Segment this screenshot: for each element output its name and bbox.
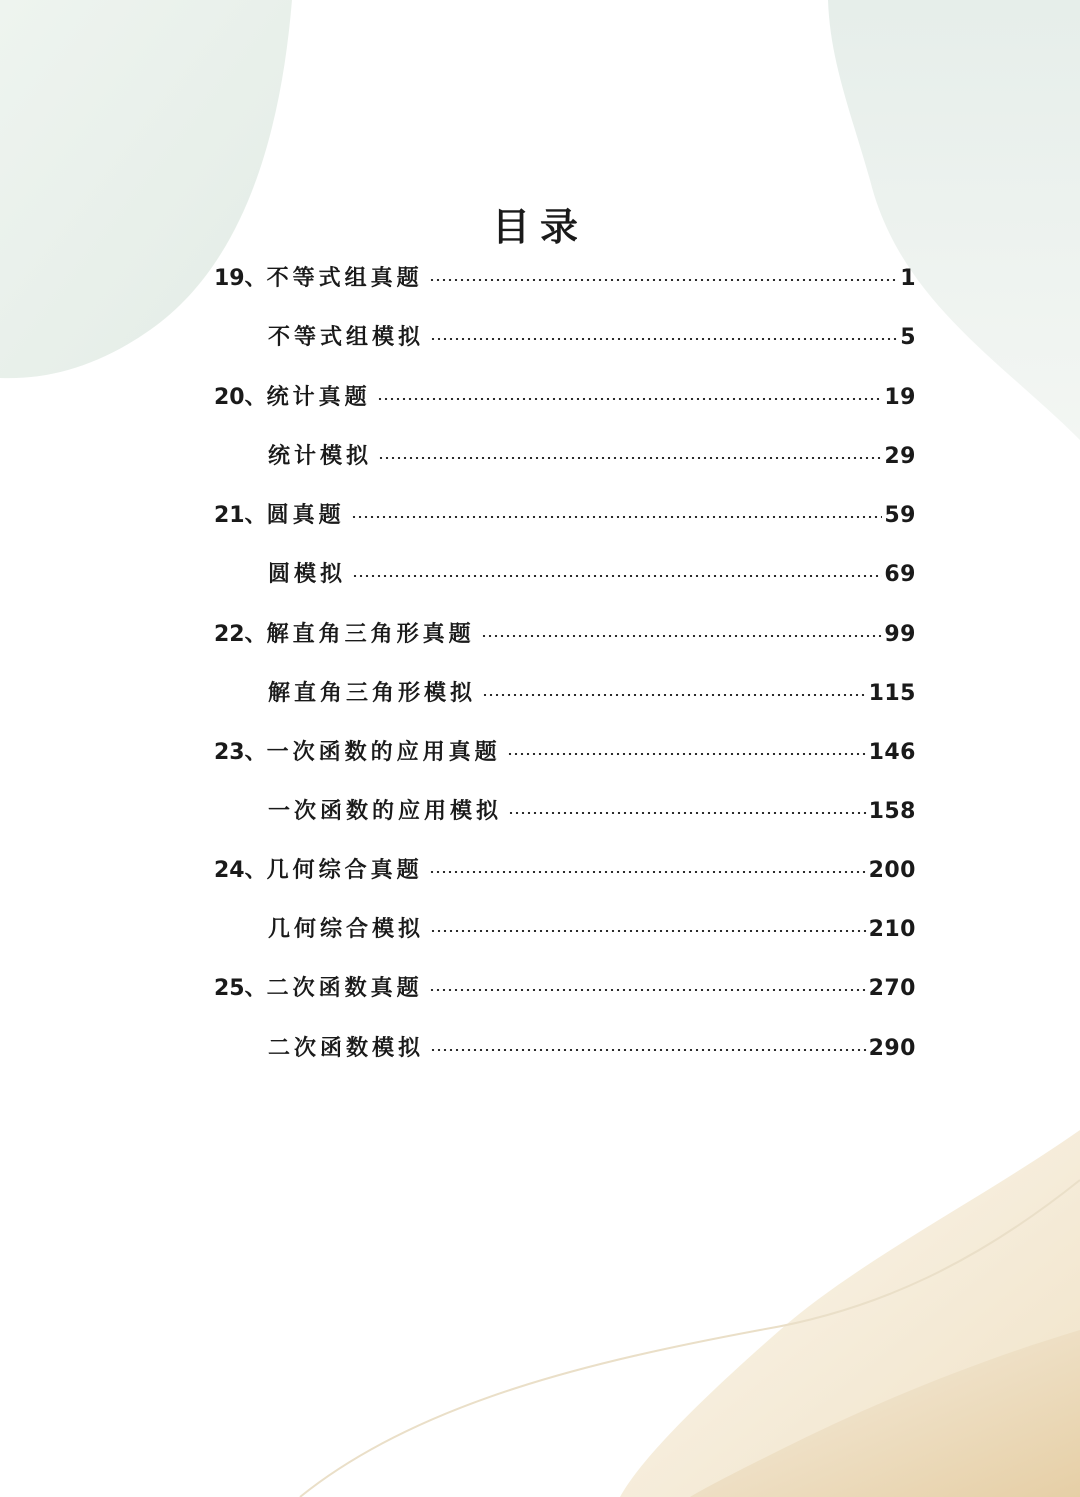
toc-entry-page: 158 — [868, 799, 916, 824]
dot-leader — [429, 871, 867, 873]
toc-entry-title: 解直角三角形真题 — [266, 622, 475, 647]
toc-entry-title: 二次函数真题 — [266, 976, 423, 1001]
dot-leader — [429, 279, 899, 281]
dot-leader — [430, 1049, 867, 1051]
toc-entry-page: 29 — [884, 444, 916, 469]
toc-entry[interactable] — [268, 676, 916, 712]
toc-entry[interactable] — [214, 261, 916, 297]
toc-entry-title: 几何综合模拟 — [268, 917, 425, 942]
dot-leader — [351, 516, 883, 518]
toc-entry[interactable] — [268, 320, 916, 356]
toc-entry-title: 不等式组模拟 — [268, 325, 425, 350]
toc-entry-number: 21、 — [214, 503, 267, 528]
dot-leader — [507, 753, 867, 755]
dot-leader — [481, 635, 883, 637]
dot-leader — [508, 812, 867, 814]
toc-entry-page: 290 — [868, 1036, 916, 1061]
toc-entry-title: 解直角三角形模拟 — [268, 681, 477, 706]
toc-entry-number: 23、 — [214, 740, 267, 765]
toc-entry[interactable] — [268, 557, 916, 593]
dot-leader — [482, 694, 867, 696]
toc-entry-page: 99 — [884, 622, 916, 647]
dot-leader — [378, 457, 882, 459]
toc-entry-page: 69 — [884, 562, 916, 587]
toc-entry[interactable] — [214, 617, 916, 653]
toc-entry-title: 统计模拟 — [268, 444, 373, 469]
toc-entry-title: 几何综合真题 — [266, 858, 423, 883]
toc-entry-number: 19、 — [214, 266, 267, 291]
toc-entry-page: 210 — [868, 917, 916, 942]
toc-entry[interactable] — [214, 971, 916, 1007]
dot-leader — [352, 575, 882, 577]
toc-entry-page: 5 — [900, 325, 916, 350]
dot-leader — [377, 398, 883, 400]
toc-entry[interactable] — [268, 912, 916, 948]
toc-entry-number: 22、 — [214, 622, 267, 647]
toc-entry-page: 1 — [900, 266, 916, 291]
toc-entry-page: 59 — [884, 503, 916, 528]
toc-entry-title: 统计真题 — [266, 385, 371, 410]
toc-entry-title: 圆模拟 — [268, 562, 347, 587]
toc-entry-title: 不等式组真题 — [266, 266, 423, 291]
toc-entry-number: 20、 — [214, 385, 267, 410]
toc-entry[interactable] — [214, 735, 916, 771]
toc-entry-page: 19 — [884, 385, 916, 410]
toc-entry-number: 25、 — [214, 976, 267, 1001]
toc-entry[interactable] — [268, 794, 916, 830]
page-title: 目录 — [491, 205, 588, 249]
toc-entry[interactable] — [214, 380, 916, 416]
toc-entry-title: 二次函数模拟 — [268, 1036, 425, 1061]
toc-entry[interactable] — [268, 439, 916, 475]
dot-leader — [429, 989, 867, 991]
toc-entry-number: 24、 — [214, 858, 267, 883]
toc-entry-page: 146 — [868, 740, 916, 765]
dot-leader — [430, 338, 898, 340]
toc-entry-page: 115 — [868, 681, 916, 706]
toc-entry-title: 一次函数的应用真题 — [266, 740, 501, 765]
toc-entry-title: 圆真题 — [266, 503, 345, 528]
dot-leader — [430, 930, 867, 932]
toc-entry[interactable] — [268, 1031, 916, 1067]
toc-entry-title: 一次函数的应用模拟 — [268, 799, 503, 824]
toc-entry-page: 270 — [868, 976, 916, 1001]
toc-entry[interactable] — [214, 853, 916, 889]
toc-entry[interactable] — [214, 498, 916, 534]
toc-entry-page: 200 — [868, 858, 916, 883]
